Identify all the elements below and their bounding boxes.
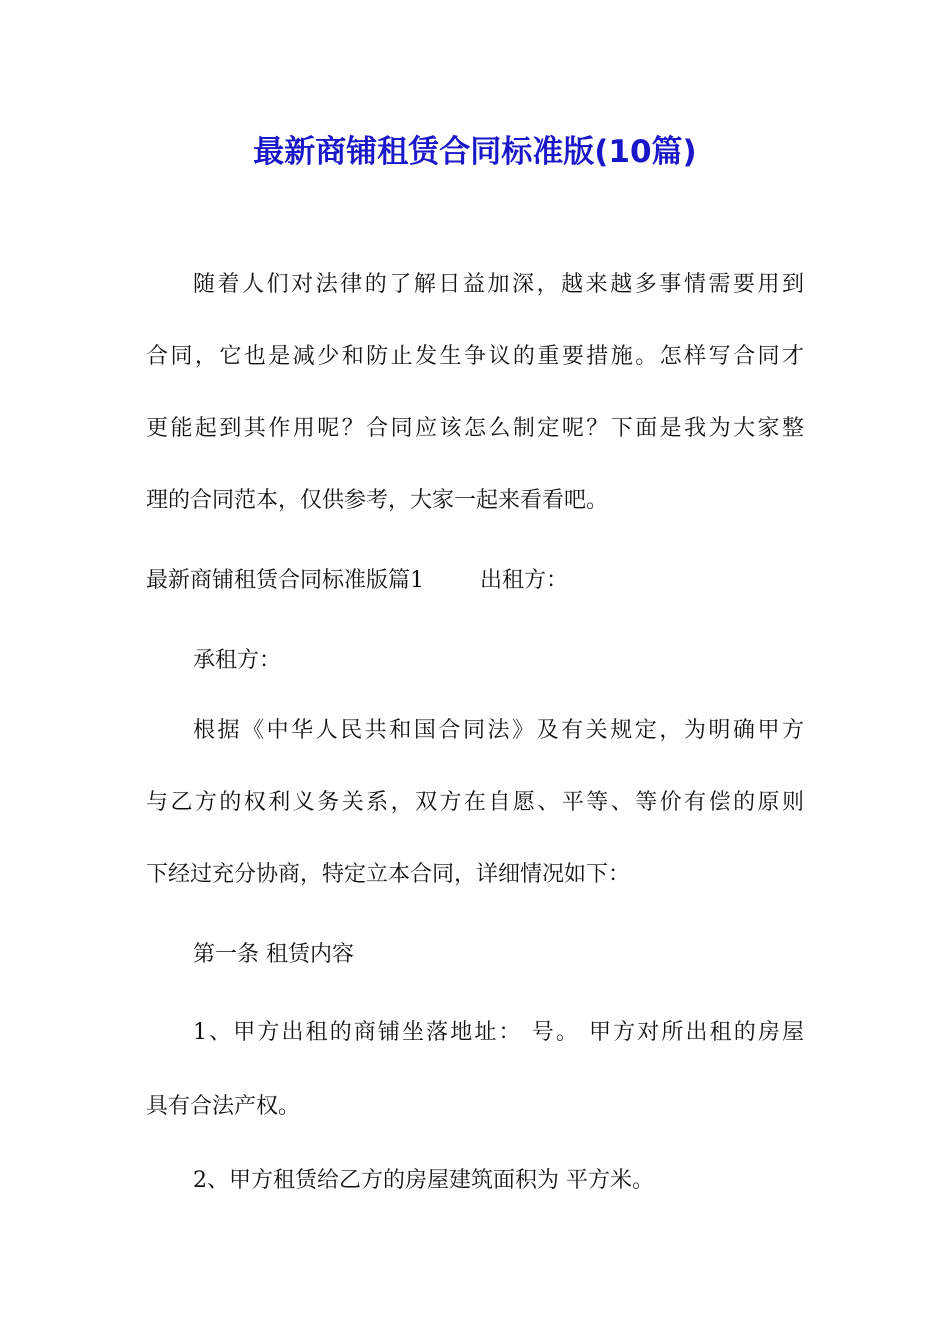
article-1-title: 第一条 租赁内容: [193, 942, 354, 967]
section-heading: 最新商铺租赁合同标准版篇1: [146, 568, 424, 593]
preamble-line-1: 根据《中华人民共和国合同法》及有关规定，为明确甲方: [193, 718, 804, 743]
preamble-line-3: 下经过充分协商，特定立本合同，详细情况如下：: [146, 862, 631, 887]
clause-1-line-1: 1、甲方出租的商铺坐落地址： 号。 甲方对所出租的房屋: [193, 1020, 804, 1045]
clause-2: 2、甲方租赁给乙方的房屋建筑面积为 平方米。: [193, 1168, 654, 1193]
intro-line-2: 合同，它也是减少和防止发生争议的重要措施。怎样写合同才: [146, 344, 804, 369]
intro-line-3: 更能起到其作用呢？合同应该怎么制定呢？下面是我为大家整: [146, 416, 804, 441]
intro-line-1: 随着人们对法律的了解日益加深，越来越多事情需要用到: [193, 272, 804, 297]
clause-1-line-2: 具有合法产权。: [146, 1094, 301, 1119]
section-heading-row: [146, 566, 568, 596]
lessee-label: 承租方：: [193, 648, 282, 673]
intro-line-4: 理的合同范本，仅供参考，大家一起来看看吧。: [146, 488, 609, 513]
lessor-label: 出租方：: [480, 568, 569, 593]
document-title: 最新商铺租赁合同标准版(10篇): [253, 134, 697, 170]
preamble-line-2: 与乙方的权利义务关系，双方在自愿、平等、等价有偿的原则: [146, 790, 804, 815]
